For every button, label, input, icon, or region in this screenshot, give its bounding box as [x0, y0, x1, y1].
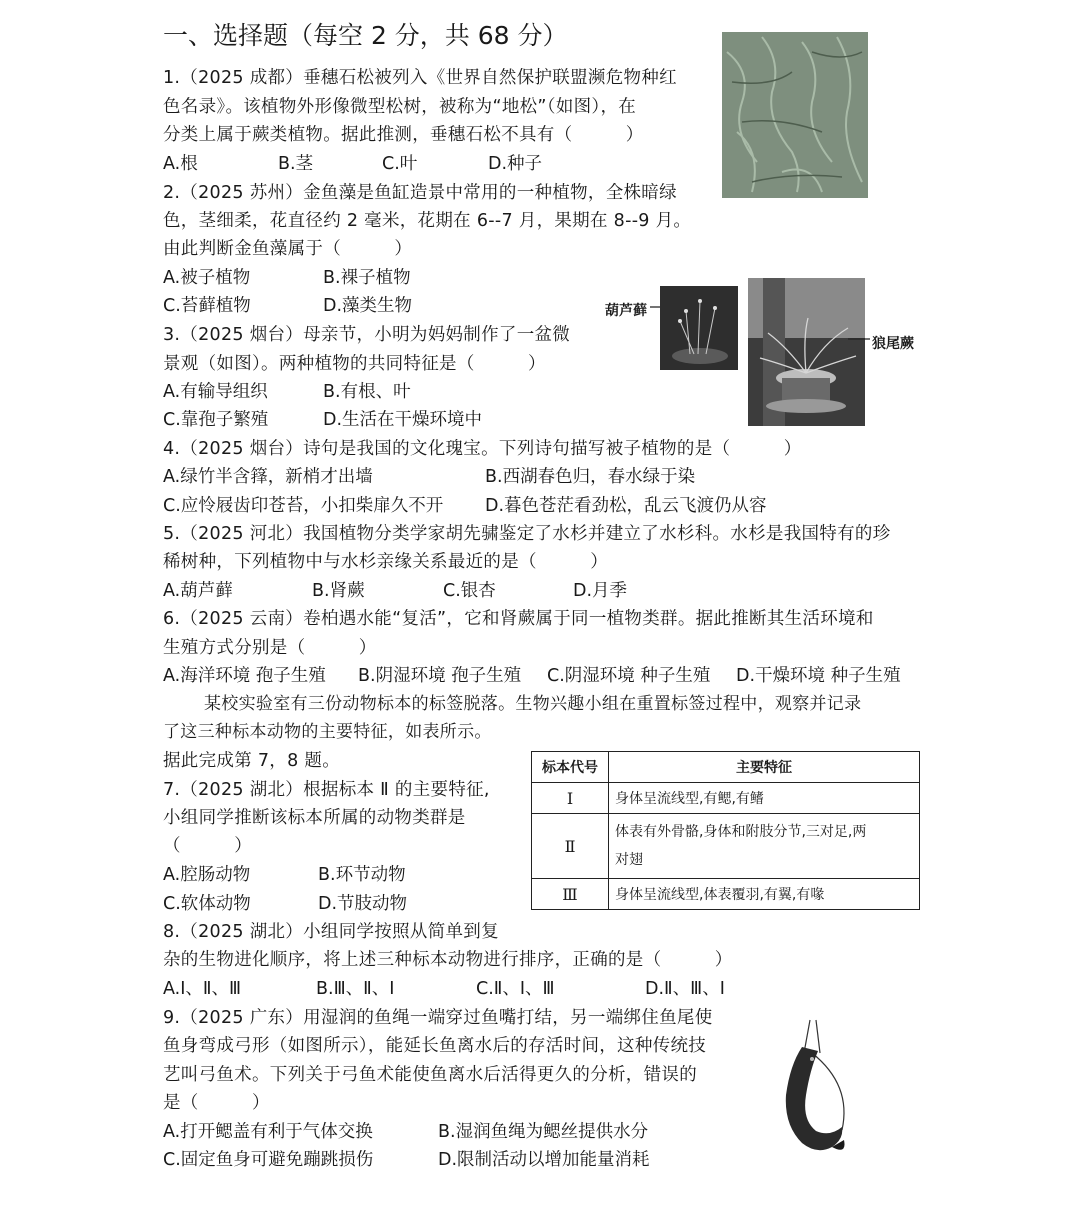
q4-option-a: A.绿竹半含箨，新梢才出墙 [163, 467, 373, 487]
q2-line-2: 色，茎细柔，花直径约 2 毫米，花期在 6--7 月，果期在 8--9 月。 [163, 211, 692, 231]
q7-option-c: C.软体动物 [163, 894, 251, 914]
q4-option-b: B.西湖春色归，春水绿于染 [485, 467, 696, 487]
q5-option-b: B.肾蕨 [312, 581, 365, 601]
q3-option-b: B.有根、叶 [323, 382, 411, 402]
fern-photo [748, 278, 865, 426]
q2-option-d: D.藻类生物 [323, 296, 413, 316]
table-row [532, 783, 920, 814]
table-cell-feature-line-2: 对翅 [615, 852, 643, 868]
q4-option-d: D.暮色苍茫看劲松，乱云飞渡仍从容 [485, 496, 767, 516]
fern-label: 狼尾蕨 [872, 336, 914, 352]
club-moss-photo [722, 32, 868, 198]
q8-line-2: 杂的生物进化顺序，将上述三种标本动物进行排序，正确的是（ ） [163, 950, 733, 970]
q9-option-d: D.限制活动以增加能量消耗 [438, 1150, 650, 1170]
q2-option-b: B.裸子植物 [323, 268, 411, 288]
q7-option-d: D.节肢动物 [318, 894, 408, 914]
q7-line-2: 小组同学推断该标本所属的动物类群是 [163, 808, 466, 828]
q2-option-c: C.苔藓植物 [163, 296, 251, 316]
q2-option-a: A.被子植物 [163, 268, 251, 288]
q7-line-1: 7.（2025 湖北）根据标本 Ⅱ 的主要特征, [163, 780, 490, 800]
q7-line-3: （ ） [163, 836, 252, 856]
q6-option-c: C.阴湿环境 种子生殖 [547, 666, 711, 686]
q3-option-a: A.有输导组织 [163, 382, 268, 402]
q3-option-c: C.靠孢子繁殖 [163, 410, 269, 430]
q1-line-1: 1.（2025 成都）垂穗石松被列入《世界自然保护联盟濒危物种红 [163, 68, 677, 88]
intro-line-1: 某校实验室有三份动物标本的标签脱落。生物兴趣小组在重置标签过程中，观察并记录 [204, 694, 862, 714]
q9-option-a: A.打开鳃盖有利于气体交换 [163, 1122, 373, 1142]
q8-option-d: D.Ⅱ、Ⅲ、Ⅰ [645, 979, 725, 999]
q6-option-b: B.阴湿环境 孢子生殖 [358, 666, 522, 686]
q9-line-4: 是（ ） [163, 1093, 270, 1113]
q6-line-2: 生殖方式分别是（ ） [163, 638, 377, 658]
table-cell-feature [609, 814, 920, 879]
moss-label: 葫芦藓 [605, 303, 647, 319]
q8-option-c: C.Ⅱ、Ⅰ、Ⅲ [476, 979, 555, 999]
table-header-feature: 主要特征 [609, 752, 920, 783]
q4-line-1: 4.（2025 烟台）诗句是我国的文化瑰宝。下列诗句描写被子植物的是（ ） [163, 439, 802, 459]
table-cell-code: Ⅱ [532, 814, 609, 879]
q1-option-b: B.茎 [278, 154, 314, 174]
specimen-table [531, 751, 920, 910]
section-title: 一、选择题（每空 2 分，共 68 分） [163, 21, 568, 50]
table-row [532, 814, 920, 879]
moss-photo [660, 286, 738, 370]
table-header-code: 标本代号 [532, 752, 609, 783]
q1-line-2: 色名录》。该植物外形像微型松树，被称为“地松”（如图），在 [163, 97, 637, 117]
q5-line-2: 稀树种，下列植物中与水杉亲缘关系最近的是（ ） [163, 552, 608, 572]
q8-option-a: A.Ⅰ、Ⅱ、Ⅲ [163, 979, 242, 999]
intro-after: 据此完成第 7，8 题。 [163, 751, 340, 771]
q5-option-c: C.银杏 [443, 581, 496, 601]
q5-option-d: D.月季 [573, 581, 628, 601]
q7-option-b: B.环节动物 [318, 865, 406, 885]
q9-option-b: B.湿润鱼绳为鳃丝提供水分 [438, 1122, 649, 1142]
q2-line-3: 由此判断金鱼藻属于（ ） [163, 239, 413, 259]
q1-option-c: C.叶 [382, 154, 418, 174]
q5-option-a: A.葫芦藓 [163, 581, 233, 601]
q2-line-1: 2.（2025 苏州）金鱼藻是鱼缸造景中常用的一种植物，全株暗绿 [163, 183, 677, 203]
q6-line-1: 6.（2025 云南）卷柏遇水能“复活”，它和肾蕨属于同一植物类群。据此推断其生活环境和 [163, 609, 874, 629]
q9-line-1: 9.（2025 广东）用湿润的鱼绳一端穿过鱼嘴打结，另一端绑住鱼尾使 [163, 1008, 713, 1028]
q3-option-d: D.生活在干燥环境中 [323, 410, 483, 430]
table-cell-code: Ⅰ [532, 783, 609, 814]
q9-option-c: C.固定鱼身可避免蹦跳损伤 [163, 1150, 374, 1170]
intro-line-2: 了这三种标本动物的主要特征，如表所示。 [163, 722, 492, 742]
q8-line-1: 8.（2025 湖北）小组同学按照从简单到复 [163, 922, 499, 942]
q8-option-b: B.Ⅲ、Ⅱ、Ⅰ [316, 979, 395, 999]
q9-line-2: 鱼身弯成弓形（如图所示），能延长鱼离水后的存活时间，这种传统技 [163, 1036, 707, 1056]
q6-option-d: D.干燥环境 种子生殖 [736, 666, 901, 686]
q1-line-3: 分类上属于蕨类植物。据此推测，垂穗石松不具有（ ） [163, 125, 644, 145]
table-row [532, 879, 920, 910]
q6-option-a: A.海洋环境 孢子生殖 [163, 666, 326, 686]
fern-label-line [848, 332, 870, 346]
q3-line-2: 景观（如图）。两种植物的共同特征是（ ） [163, 354, 546, 374]
q4-option-c: C.应怜屐齿印苍苔，小扣柴扉久不开 [163, 496, 444, 516]
table-header-row [532, 752, 920, 783]
table-cell-feature-line-1: 体表有外骨骼,身体和附肢分节,三对足,两 [615, 824, 867, 840]
table-cell-code: Ⅲ [532, 879, 609, 910]
q1-option-d: D.种子 [488, 154, 543, 174]
table-cell-feature: 身体呈流线型,有鳃,有鳍 [609, 783, 920, 814]
q7-option-a: A.腔肠动物 [163, 865, 251, 885]
bow-fish-photo [772, 1015, 892, 1160]
q5-line-1: 5.（2025 河北）我国植物分类学家胡先骕鉴定了水杉并建立了水杉科。水杉是我国特有的珍 [163, 524, 891, 544]
q9-line-3: 艺叫弓鱼术。下列关于弓鱼术能使鱼离水后活得更久的分析，错误的 [163, 1065, 697, 1085]
table-cell-feature: 身体呈流线型,体表覆羽,有翼,有喙 [609, 879, 920, 910]
q3-line-1: 3.（2025 烟台）母亲节，小明为妈妈制作了一盆微 [163, 325, 571, 345]
q1-option-a: A.根 [163, 154, 198, 174]
